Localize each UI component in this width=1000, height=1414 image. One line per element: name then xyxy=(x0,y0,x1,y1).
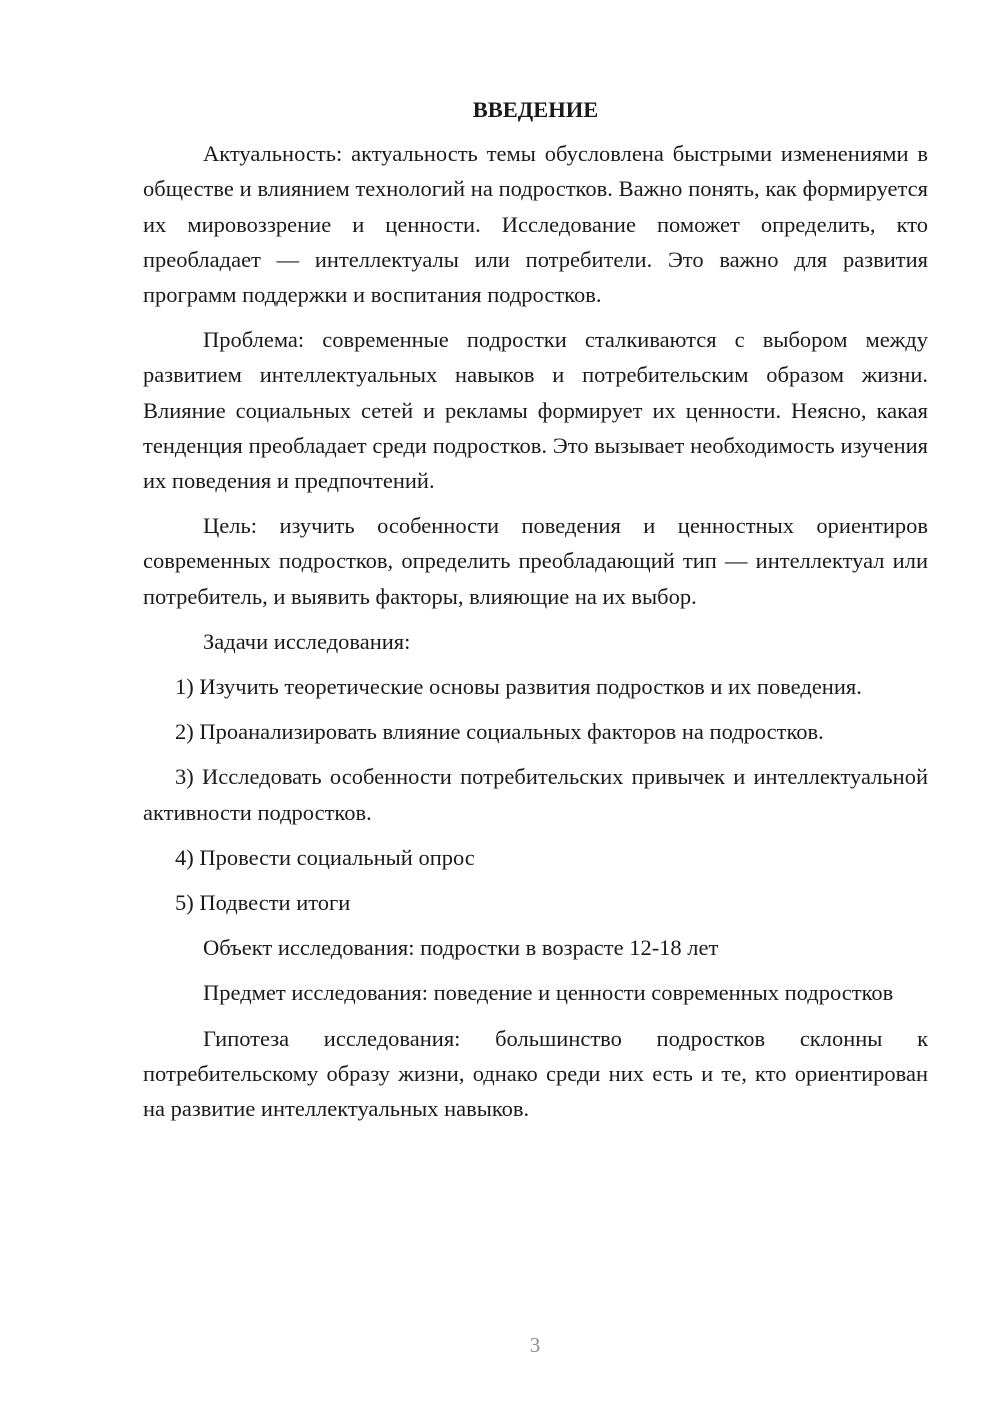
document-body xyxy=(143,92,928,1136)
task-item-2: 2) Проанализировать влияние социальных факторов на подростков. xyxy=(175,719,824,745)
paragraph-problem: Проблема: современные подростки сталкиваются с выбором между развитием интеллектуальных навыков и потребительским образом жизни. Влияние социальных сетей и рекламы формирует их ценности. Неясно, какая тенденция преобладает среди подростков. Это вызывает необходимость изучения их поведения и предпочтений. xyxy=(143,327,928,494)
section-title: ВВЕДЕНИЕ xyxy=(472,97,599,122)
paragraph-object: Объект исследования: подростки в возрасте 12-18 лет xyxy=(203,935,719,961)
task-item-3: 3) Исследовать особенности потребительских привычек и интеллектуальной активности подростков. xyxy=(143,764,928,825)
paragraph-relevance: Актуальность: актуальность темы обусловлена быстрыми изменениями в обществе и влиянием технологий на подростков. Важно понять, как формируется их мировоззрение и ценности. Исследование поможет определить, кто преобладает — интеллектуалы или потребители. Это важно для развития программ поддержки и воспитания подростков. xyxy=(143,141,928,308)
paragraph-subject: Предмет исследования: поведение и ценности современных подростков xyxy=(203,980,894,1006)
task-item-1: 1) Изучить теоретические основы развития подростков и их поведения. xyxy=(175,674,862,700)
task-item-4: 4) Провести социальный опрос xyxy=(175,844,475,870)
paragraph-goal: Цель: изучить особенности поведения и ценностных ориентиров современных подростков, определить преобладающий тип — интеллектуал или потребитель, и выявить факторы, влияющие на их выбор. xyxy=(143,513,928,609)
task-item-5: 5) Подвести итоги xyxy=(175,890,351,916)
paragraph-tasks-heading: Задачи исследования: xyxy=(203,628,411,654)
paragraph-hypothesis: Гипотеза исследования: большинство подростков склонны к потребительскому образу жизни, однако среди них есть и те, кто ориентирован на развитие интеллектуальных навыков. xyxy=(143,1025,928,1122)
page-number: 3 xyxy=(529,1333,541,1357)
